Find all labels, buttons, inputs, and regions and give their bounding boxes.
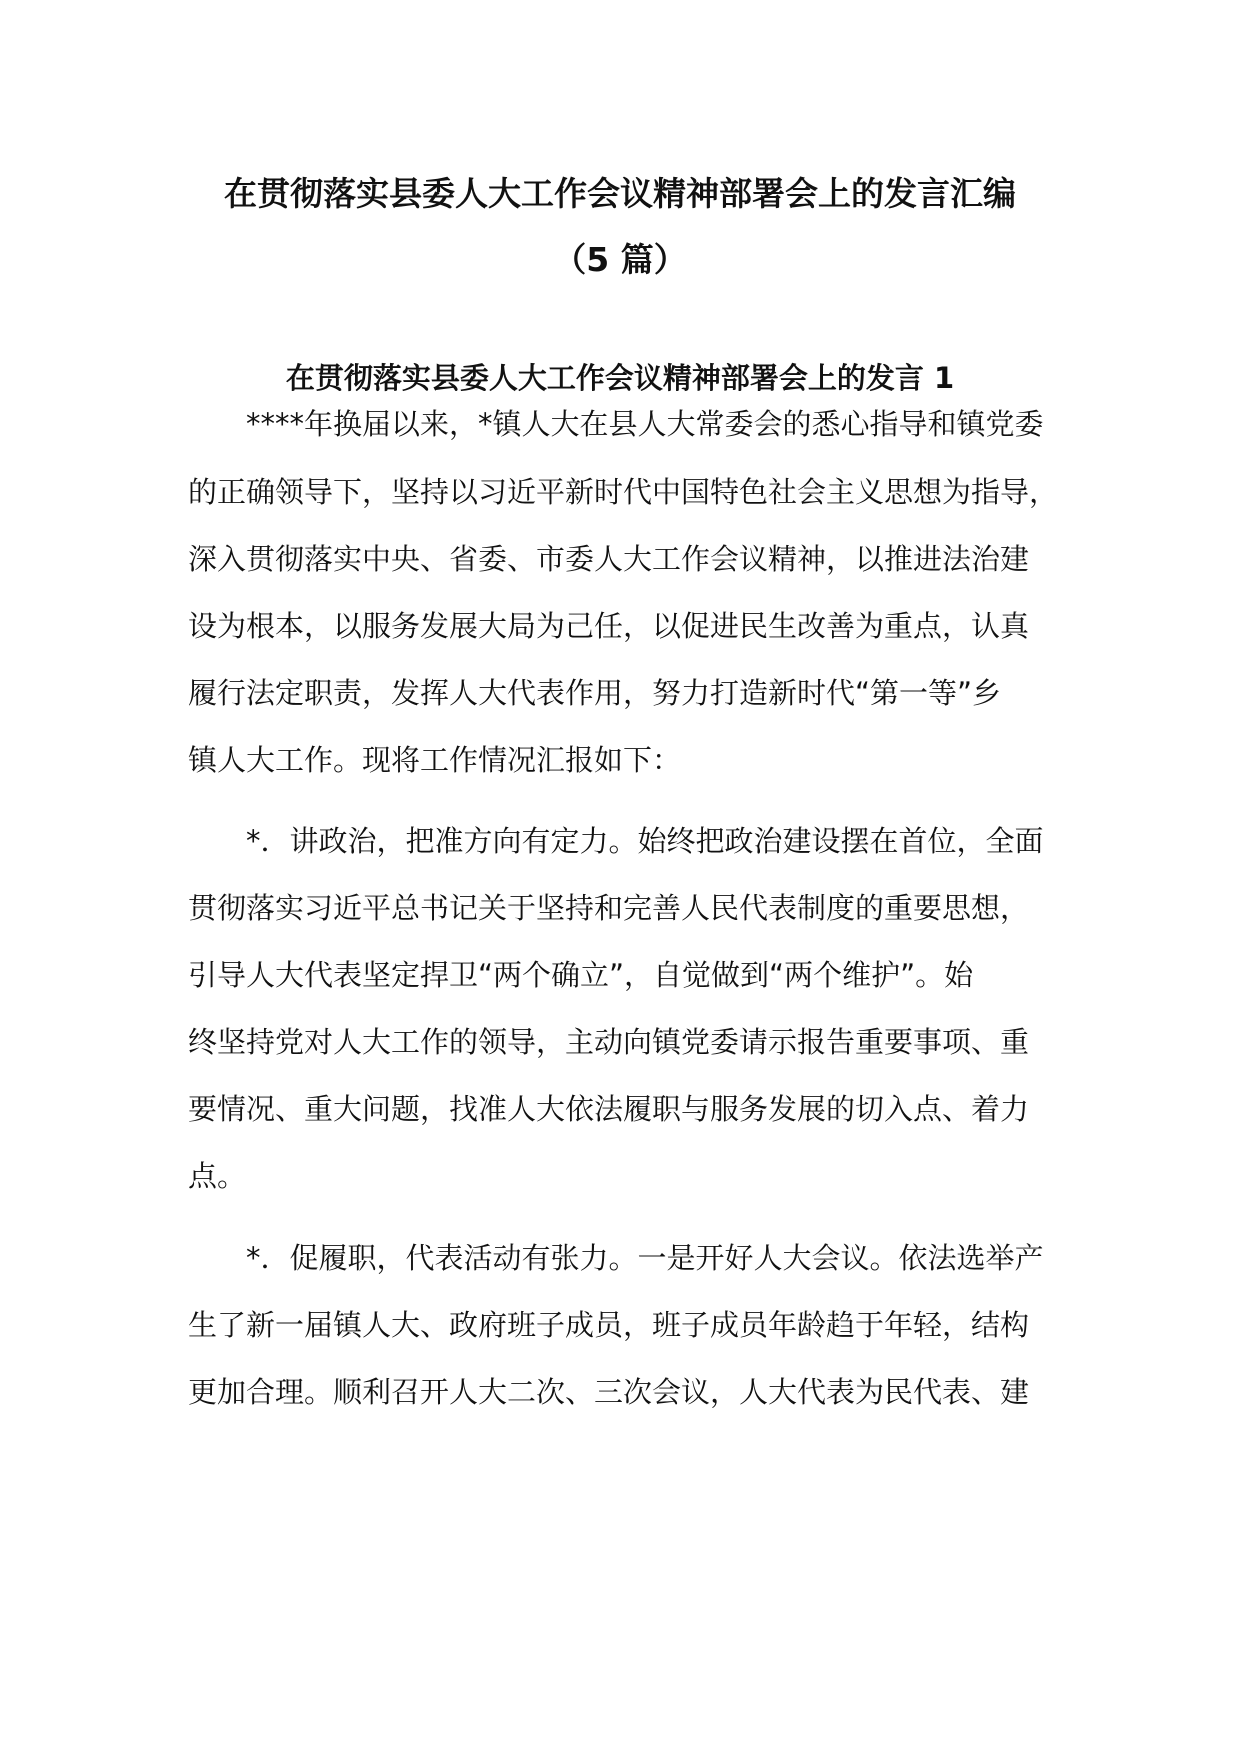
document-title-count: （5 篇） [553, 240, 687, 279]
paragraph-line: 深入贯彻落实中央、省委、市委人大工作会议精神，以推进法治建 [188, 542, 1030, 576]
paragraph-line: 更加合理。顺利召开人大二次、三次会议，人大代表为民代表、建 [188, 1375, 1030, 1409]
paragraph-line: ****年换届以来，*镇人大在县人大常委会的悉心指导和镇党委 [246, 407, 1044, 441]
paragraph-line: 设为根本，以服务发展大局为己任，以促进民生改善为重点，认真 [188, 609, 1030, 643]
paragraph-line: 贯彻落实习近平总书记关于坚持和完善人民代表制度的重要思想， [188, 891, 1030, 925]
section-heading: 在贯彻落实县委人大工作会议精神部署会上的发言 1 [285, 361, 955, 395]
paragraph-line: *．讲政治，把准方向有定力。始终把政治建设摆在首位，全面 [246, 824, 1044, 858]
paragraph-line: 履行法定职责，发挥人大代表作用，努力打造新时代“第一等”乡 [188, 676, 1002, 710]
paragraph-line: 点。 [188, 1159, 247, 1193]
paragraph-line: 引导人大代表坚定捍卫“两个确立”，自觉做到“两个维护”。始 [188, 958, 974, 992]
paragraph-line: 要情况、重大问题，找准人大依法履职与服务发展的切入点、着力 [188, 1092, 1030, 1126]
paragraph-line: 生了新一届镇人大、政府班子成员，班子成员年龄趋于年轻，结构 [188, 1308, 1030, 1342]
paragraph-line: 镇人大工作。现将工作情况汇报如下： [188, 743, 682, 777]
paragraph-line: 终坚持党对人大工作的领导，主动向镇党委请示报告重要事项、重 [188, 1025, 1030, 1059]
paragraph-line: *．促履职，代表活动有张力。一是开好人大会议。依法选举产 [246, 1241, 1044, 1275]
document-title: 在贯彻落实县委人大工作会议精神部署会上的发言汇编 [224, 174, 1016, 213]
paragraph-line: 的正确领导下，坚持以习近平新时代中国特色社会主义思想为指导， [188, 475, 1059, 509]
